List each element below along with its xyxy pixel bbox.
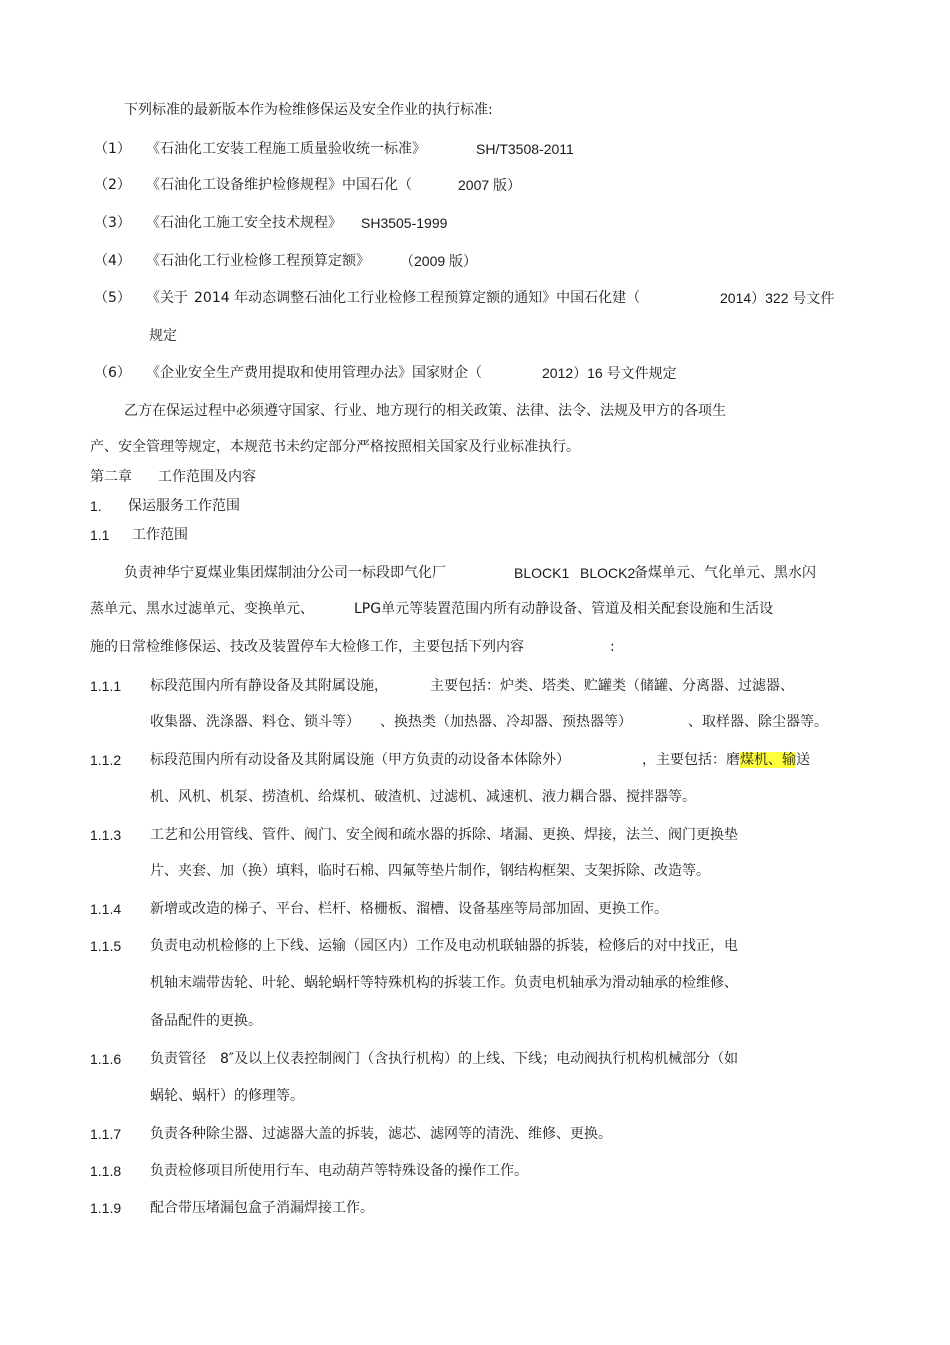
item-num: 1.1.5 [90,938,122,954]
item-text: 新增或改造的梯子、平台、栏杆、格栅板、溜槽、设备基座等局部加固、更换工作。 [150,901,668,917]
standard-title: 《关于 [146,290,188,306]
item-1-1-5-cont: 备品配件的更换。 [150,1013,262,1029]
item-1-1-2-cont: 机、风机、机泵、捞渣机、给煤机、破渣机、过滤机、减速机、液力耦合器、搅拌器等。 [150,789,696,805]
scope-text: LPG单元等装置范围内所有动静设备、管道及相关配套设施和生活设 [354,601,774,617]
paragraph-line: 产、安全管理等规定，本规范书未约定部分严格按照相关国家及行业标准执行。 [90,439,580,455]
item-text: 负责检修项目所使用行车、电动葫芦等特殊设备的操作工作。 [150,1163,528,1179]
item-num: 1.1.9 [90,1200,122,1216]
standard-title: 《石油化工行业检修工程预算定额》 [146,253,370,269]
item-1-1-6-cont: 蜗轮、蜗杆）的修理等。 [150,1088,304,1104]
scope-text: : [610,639,615,655]
section-title: 工作范围 [132,527,188,543]
item-text: 负责各种除尘器、过滤器大盖的拆装，滤芯、滤网等的清洗、维修、更换。 [150,1126,612,1142]
item-text: 配合带压堵漏包盒子消漏焊接工作。 [150,1200,374,1216]
scope-text: 施的日常检维修保运、技改及装置停车大检修工作，主要包括下列内容 [90,639,524,655]
standard-title: 《石油化工安装工程施工质量验收统一标准》 [146,141,426,157]
chapter-title: 工作范围及内容 [158,469,256,485]
item-text [642,751,810,769]
standard-item-5-cont: 规定 [149,328,177,344]
scope-text: 负责神华宁夏煤业集团煤制油分公司一标段即气化厂 [124,565,446,581]
standard-num: （5） [94,290,131,306]
standard-title: 《石油化工施工安全技术规程》 [146,215,342,231]
standard-code: （2009 版） [400,253,478,269]
standard-num: （6） [94,365,131,381]
item-num: 1.1.7 [90,1126,122,1142]
item-text: 、换热类（加热器、冷却器、预热器等） [380,714,632,730]
item-text: 标段范围内所有静设备及其附属设施， [150,678,388,694]
standard-code: 2012）16 号文件规定 [542,365,677,381]
paragraph-line: 乙方在保运过程中必须遵守国家、行业、地方现行的相关政策、法律、法令、法规及甲方的各项生 [124,403,726,419]
item-num: 1.1.4 [90,901,122,917]
intro-line: 下列标准的最新版本作为检维修保运及安全作业的执行标准: [124,102,493,118]
section-num: 1. [90,498,102,514]
scope-text: BLOCK2 [580,565,636,581]
scope-text: 备煤单元、气化单元、黑水闪 [634,565,816,581]
item-num: 1.1.6 [90,1051,122,1067]
standard-title: 《企业安全生产费用提取和使用管理办法》国家财企（ [146,365,482,381]
standard-num: （1） [94,141,131,157]
item-1-1-3-cont: 片、夹套、加（换）填料，临时石棉、四氟等垫片制作，钢结构框架、支架拆除、改造等。 [150,863,710,879]
section-title: 保运服务工作范围 [128,498,240,514]
standard-code: 2007 版） [458,177,522,193]
standard-code: SH/T3508-2011 [476,141,574,157]
item-num: 1.1.8 [90,1163,122,1179]
item-text: 负责电动机检修的上下线、运输（园区内）工作及电动机联轴器的拆装，检修后的对中找正，电 [150,938,738,954]
standard-code: 2014）322 号文件 [720,290,835,306]
standard-num: （4） [94,253,131,269]
item-num: 1.1.2 [90,752,122,768]
highlighted-text: 煤机、输 [740,752,796,768]
scope-text: BLOCK1 [514,565,570,581]
item-num: 1.1.1 [90,678,122,694]
item-num: 1.1.3 [90,827,122,843]
standard-code: SH3505-1999 [361,215,448,231]
item-text: 负责管径 [150,1051,206,1067]
item-text: 送 [796,752,810,768]
item-text: 收集器、洗涤器、料仓、锁斗等） [150,714,360,730]
item-text: 标段范围内所有动设备及其附属设施（甲方负责的动设备本体除外） [150,752,570,768]
item-text: ，主要包括：磨 [642,752,740,768]
standard-title: 《石油化工设备维护检修规程》中国石化（ [146,177,412,193]
standard-num: （3） [94,215,131,231]
standard-title: 2014 年动态调整石油化工行业检修工程预算定额的通知》中国石化建（ [194,290,641,306]
item-1-1-5-cont: 机轴末端带齿轮、叶轮、蜗轮蜗杆等特殊机构的拆装工作。负责电机轴承为滑动轴承的检维修、 [150,975,738,991]
item-text: 8″及以上仪表控制阀门（含执行机构）的上线、下线；电动阀执行机构机械部分（如 [220,1051,739,1067]
item-text: 主要包括：炉类、塔类、贮罐类（储罐、分离器、过滤器、 [430,678,794,694]
section-num: 1.1 [90,527,110,543]
item-text: 工艺和公用管线、管件、阀门、安全阀和疏水器的拆除、堵漏、更换、焊接，法兰、阀门更换垫 [150,827,738,843]
scope-text: 蒸单元、黑水过滤单元、变换单元、 [90,601,314,617]
chapter-num: 第二章 [90,469,132,485]
item-text: 、取样器、除尘器等。 [688,714,828,730]
standard-num: （2） [94,177,131,193]
